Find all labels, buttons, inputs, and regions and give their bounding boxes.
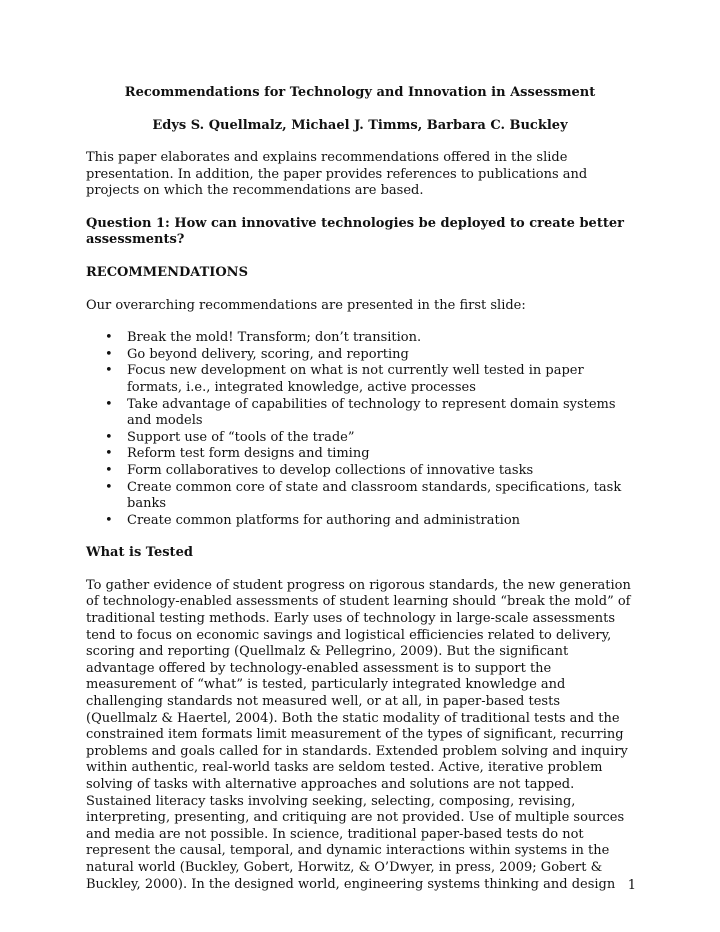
question-heading: Question 1: How can innovative technologies be deployed to create better assessments? xyxy=(86,215,624,248)
list-item: • Reform test form designs and timing xyxy=(86,446,634,463)
document-title: Recommendations for Technology and Innovation in Assessment xyxy=(124,85,596,100)
recommendations-intro: Our overarching recommendations are presented in the first slide: xyxy=(86,297,526,313)
page-number: 1 xyxy=(627,878,636,893)
what-tested-heading: What is Tested xyxy=(86,545,193,561)
list-item: • Create common core of state and classroom standards, specifications, task banks xyxy=(86,480,634,513)
list-item: • Create common platforms for authoring and administration xyxy=(86,513,634,530)
what-tested-paragraph: To gather evidence of student progress on rigorous standards, the new generation of technology-enabled assessments of student learning should “break the mold” of traditional testing methods. Early uses of technology in large-scale assessments tend to focus on economic savings and logistical efficiencies related to delivery, scoring and reporting (Quellmalz & Pellegrino, 2009). But the significant advantage offered by technology-enabled assessment is to support the measurement of “what” is tested, particularly integrated knowledge and challenging standards not measured well, or at all, in paper-based tests (Quellmalz & Haertel, 2004). Both the static modality of traditional tests and the constrained item formats limit measurement of the types of significant, recurring problems and goals called for in standards. Extended problem solving and inquiry within authentic, real-world tasks are seldom tested. Active, iterative problem solving of tasks with alternative approaches and solutions are not tapped. Sustained literacy tasks involving seeking, selecting, composing, revising, interpreting, presenting, and critiquing are not provided. Use of multiple sources and media are not possible. In science, traditional paper-based tests do not represent the causal, temporal, and dynamic interactions within systems in the natural world (Buckley, Gobert, Horwitz, & O’Dwyer, in press, 2009; Gobert & Buckley, 2000). In the designed world, engineering systems thinking and design xyxy=(86,577,631,892)
intro-paragraph: This paper elaborates and explains recommendations offered in the slide presentation. In addition, the paper provides references to publications and projects on which the recommendations are based. xyxy=(86,150,588,199)
recommendations-list xyxy=(86,330,634,529)
document-authors: Edys S. Quellmalz, Michael J. Timms, Barbara C. Buckley xyxy=(152,118,568,133)
list-item: • Break the mold! Transform; don’t transition. xyxy=(86,330,634,347)
list-item: • Form collaboratives to develop collections of innovative tasks xyxy=(86,463,634,480)
recommendations-heading: RECOMMENDATIONS xyxy=(86,264,248,280)
list-item: • Go beyond delivery, scoring, and reporting xyxy=(86,347,634,364)
list-item: • Focus new development on what is not currently well tested in paper formats, i.e., integrated knowledge, active processes xyxy=(86,363,634,396)
list-item: • Support use of “tools of the trade” xyxy=(86,430,634,447)
list-item: • Take advantage of capabilities of technology to represent domain systems and models xyxy=(86,397,634,430)
